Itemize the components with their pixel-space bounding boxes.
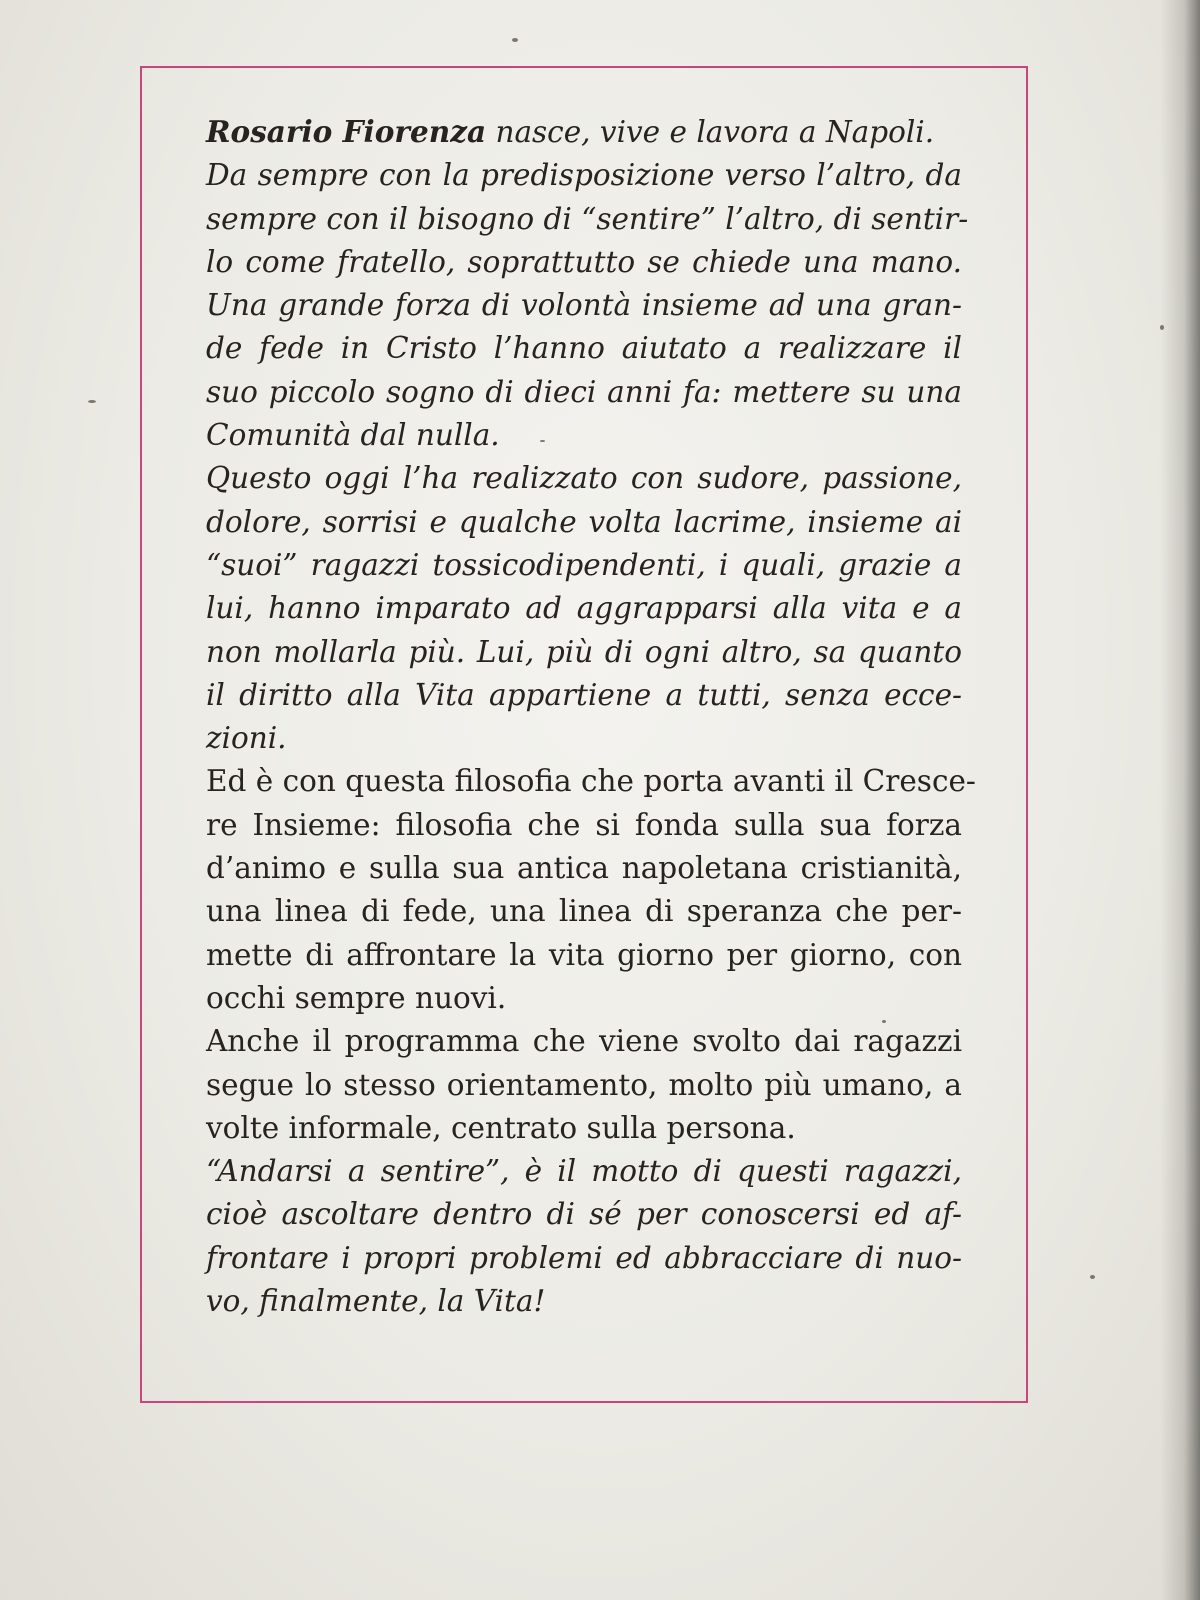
paper-speck — [1160, 325, 1164, 330]
text-line: volte informale, centrato sulla persona. — [206, 1110, 796, 1145]
text-line: zioni. — [206, 721, 287, 756]
biography-text — [206, 110, 976, 1323]
text-line: Questo oggi l’ha realizzato con sudore, passione, — [206, 461, 962, 496]
text-segment: nasce, vive e lavora a Napoli. — [486, 115, 935, 149]
text-line: Anche il programma che viene svolto dai ragazzi — [206, 1024, 962, 1059]
text-line: “Andarsi a sentire”, è il motto di questi ragazzi, — [206, 1154, 962, 1189]
paper-speck — [88, 400, 96, 403]
text-line: sempre con il bisogno di “sentire” l’altro, di sentir- — [206, 201, 969, 236]
text-line: cioè ascoltare dentro di sé per conoscersi ed af- — [206, 1197, 962, 1232]
text-line: vo, finalmente, la Vita! — [206, 1284, 546, 1319]
book-edge-shadow — [1160, 0, 1200, 1600]
text-line: una linea di fede, una linea di speranza che per- — [206, 894, 962, 929]
text-line: re Insieme: filosofia che si fonda sulla sua forza — [206, 807, 962, 842]
text-line: Ed è con questa filosofia che porta avanti il Cresce- — [206, 764, 976, 799]
text-line: mette di affrontare la vita giorno per giorno, con — [206, 937, 962, 972]
text-line: occhi sempre nuovi. — [206, 980, 507, 1015]
text-line: lo come fratello, soprattutto se chiede una mano. — [206, 244, 962, 279]
paper-speck — [1090, 1275, 1095, 1279]
text-line: il diritto alla Vita appartiene a tutti, senza ecce- — [206, 677, 962, 712]
paragraph — [206, 284, 962, 457]
paragraph — [206, 1150, 962, 1323]
text-line: de fede in Cristo l’hanno aiutato a realizzare il — [206, 331, 962, 366]
paragraph — [206, 110, 962, 154]
text-line: Una grande forza di volontà insieme ad una gran- — [206, 288, 962, 323]
paragraph — [206, 760, 976, 1020]
text-line: lui, hanno imparato ad aggrapparsi alla vita e a — [206, 591, 962, 626]
text-line: frontare i propri problemi ed abbracciare di nuo- — [206, 1240, 962, 1275]
text-line — [206, 110, 962, 154]
author-name: Rosario Fiorenza — [206, 114, 487, 149]
paragraph — [206, 1020, 962, 1150]
text-line: d’animo e sulla sua antica napoletana cristianità, — [206, 851, 962, 886]
paragraph — [206, 154, 969, 284]
text-line: suo piccolo sogno di dieci anni fa: mettere su una — [206, 374, 962, 409]
paper-speck — [512, 38, 518, 42]
text-line: “suoi” ragazzi tossicodipendenti, i quali, grazie a — [206, 547, 962, 582]
paragraph — [206, 457, 962, 760]
text-line: non mollarla più. Lui, più di ogni altro, sa quanto — [206, 634, 962, 669]
text-line: segue lo stesso orientamento, molto più umano, a — [206, 1067, 962, 1102]
text-line: Da sempre con la predisposizione verso l’altro, da — [206, 158, 962, 193]
text-line: dolore, sorrisi e qualche volta lacrime, insieme ai — [206, 504, 962, 539]
text-line: Comunità dal nulla. — [206, 418, 500, 453]
